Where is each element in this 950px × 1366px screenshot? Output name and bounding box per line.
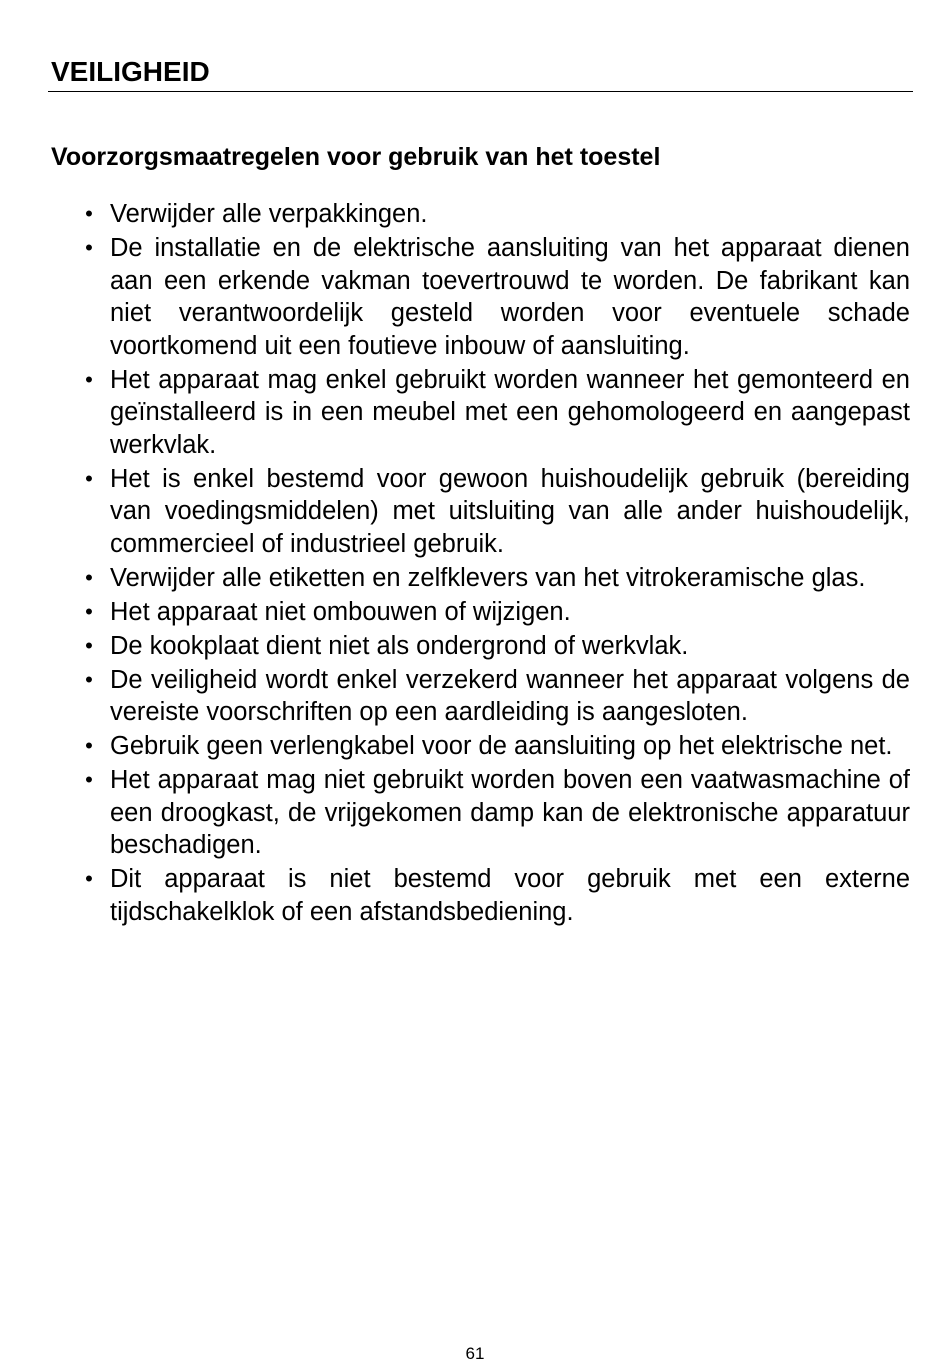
bullet-icon: •: [85, 598, 93, 624]
list-item-text: Verwijder alle etiketten en zelfklevers van het vitrokeramische glas.: [110, 563, 866, 592]
list-item-text: De installatie en de elektrische aansluiting van het apparaat dienen aan een erkende vakman toevertrouwd te worden. De fabrikant kan niet verantwoordelijk gesteld worden voor eventuele schade voortkomend uit een foutieve inbouw of aansluiting.: [110, 234, 910, 360]
title-underline: [48, 91, 913, 92]
list-item: [0, 630, 910, 663]
list-item-text: Het is enkel bestemd voor gewoon huishoudelijk gebruik (bereiding van voedingsmiddelen) met uitsluiting van alle ander huishoudelijk, commercieel of industrieel gebruik.: [110, 464, 910, 558]
list-item: [0, 664, 910, 729]
subsection-title: Voorzorgsmaatregelen voor gebruik van het toestel: [51, 143, 661, 171]
list-item-text: De veiligheid wordt enkel verzekerd wanneer het apparaat volgens de vereiste voorschriften op een aardleiding is aangesloten.: [110, 665, 910, 726]
list-item: [0, 764, 910, 862]
list-item: [0, 863, 910, 928]
list-item-text: Dit apparaat is niet bestemd voor gebruik met een externe tijdschakelklok of een afstandsbediening.: [110, 865, 910, 926]
bullet-icon: •: [85, 564, 93, 590]
list-item-text: De kookplaat dient niet als ondergrond of werkvlak.: [110, 631, 689, 660]
list-item-text: Verwijder alle verpakkingen.: [110, 200, 428, 228]
list-item: [0, 364, 910, 462]
list-item-text: Het apparaat mag enkel gebruikt worden wanneer het gemonteerd en geïnstalleerd is in een meubel met een gehomologeerd en aangepast werkvlak.: [110, 365, 910, 459]
bullet-icon: •: [85, 767, 93, 792]
bullet-icon: •: [85, 465, 93, 491]
bullet-icon: •: [85, 235, 93, 260]
list-item-text: Gebruik geen verlengkabel voor de aansluiting op het elektrische net.: [110, 732, 893, 760]
list-item: [0, 596, 910, 629]
bullet-icon: •: [85, 366, 93, 392]
section-title: VEILIGHEID: [51, 56, 210, 87]
bullet-icon: •: [85, 201, 93, 226]
list-item-text: Het apparaat mag niet gebruikt worden boven een vaatwasmachine of een droogkast, de vrijgekomen damp kan de elektronische apparatuur beschadigen.: [110, 766, 910, 859]
bullet-icon: •: [85, 733, 93, 758]
list-item: [0, 730, 910, 763]
list-item: [0, 232, 910, 362]
page-number: 61: [465, 1344, 485, 1363]
list-item: [0, 198, 910, 231]
list-item-text: Het apparaat niet ombouwen of wijzigen.: [110, 597, 571, 626]
list-item: [0, 562, 910, 595]
list-item: [0, 463, 910, 561]
safety-precautions-list: [0, 198, 910, 930]
bullet-icon: •: [85, 632, 93, 658]
bullet-icon: •: [85, 866, 93, 891]
bullet-icon: •: [85, 666, 93, 692]
